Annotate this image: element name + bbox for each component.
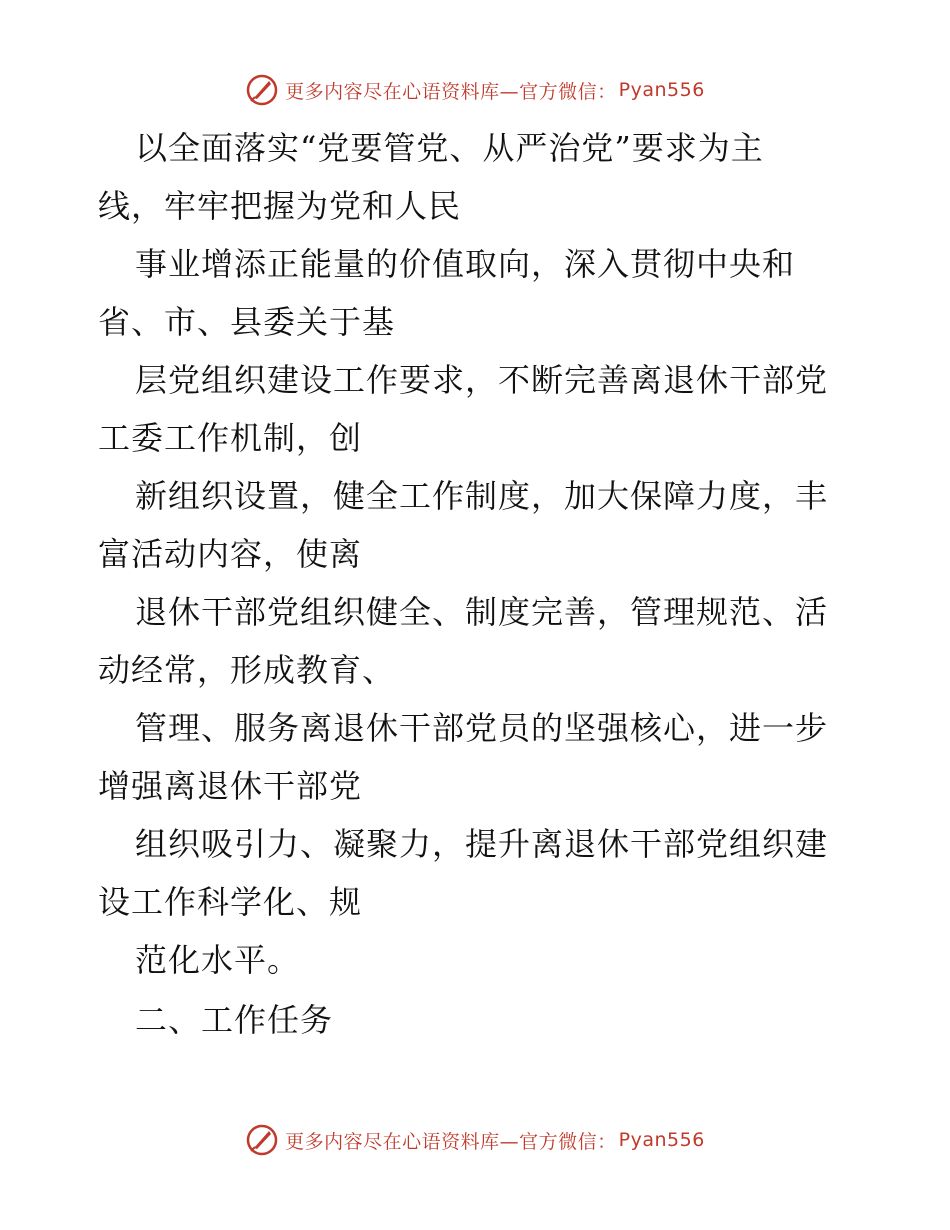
text-line: 动经常，形成教育、 bbox=[98, 651, 396, 689]
text-line: 以全面落实“党要管党、从严治党”要求为主 bbox=[135, 129, 764, 167]
text-line: 层党组织建设工作要求，不断完善离退休干部党 bbox=[135, 361, 829, 399]
text-line: 事业增添正能量的价值取向，深入贯彻中央和 bbox=[135, 245, 796, 283]
text-line: 线，牢牢把握为党和人民 bbox=[98, 187, 462, 225]
text-line: 范化水平。 bbox=[135, 941, 301, 979]
banner-text: 更多内容尽在心语资料库—官方微信： bbox=[285, 1130, 617, 1153]
text-line: 省、市、县委关于基 bbox=[98, 303, 396, 341]
section-heading: 二、工作任务 bbox=[135, 1001, 334, 1039]
text-line: 组织吸引力、凝聚力，提升离退休干部党组织建 bbox=[135, 825, 829, 863]
banner-text: 更多内容尽在心语资料库—官方微信： bbox=[285, 80, 617, 103]
feather-pen-logo-icon bbox=[245, 1123, 279, 1157]
text-line: 富活动内容，使离 bbox=[98, 535, 363, 573]
text-line: 新组织设置，健全工作制度，加大保障力度，丰 bbox=[135, 477, 829, 515]
footer-banner bbox=[0, 1120, 950, 1160]
text-line: 设工作科学化、规 bbox=[98, 883, 363, 921]
text-line: 增强离退休干部党 bbox=[98, 767, 363, 805]
text-line: 管理、服务离退休干部党员的坚强核心，进一步 bbox=[135, 709, 829, 747]
text-line: 工委工作机制，创 bbox=[98, 419, 363, 457]
banner-wechat-id: Pyan556 bbox=[618, 79, 705, 101]
banner-wechat-id: Pyan556 bbox=[618, 1129, 705, 1151]
text-line: 退休干部党组织健全、制度完善，管理规范、活 bbox=[135, 593, 829, 631]
